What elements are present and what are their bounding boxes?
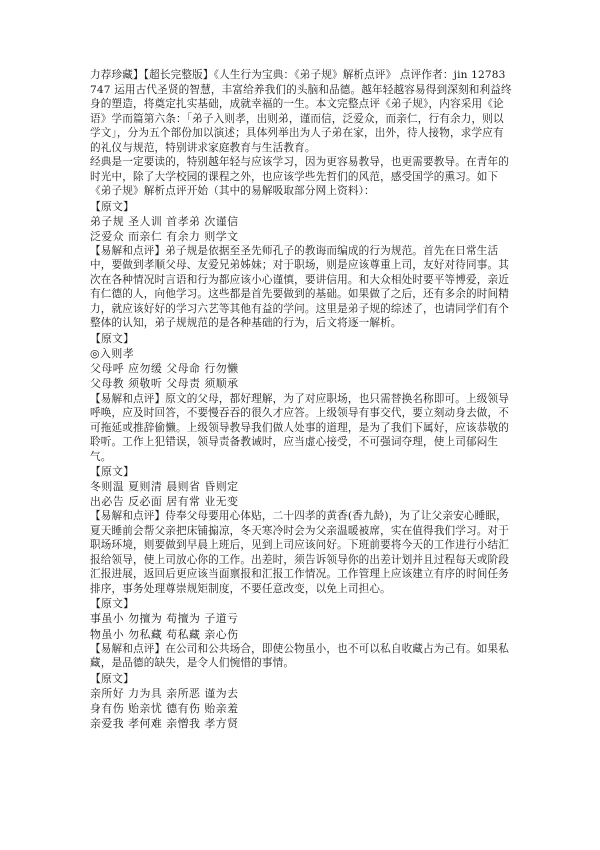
verse-line: 事虽小 勿擅为 苟擅为 子道亏	[90, 612, 239, 626]
original-text-heading: 【原文】	[90, 597, 135, 611]
verse-line: 出必告 反必面 居有常 业无变	[90, 495, 239, 509]
verse-line: 冬则温 夏则清 晨则省 昏则定	[90, 480, 239, 494]
classics-paragraph: 经典是一定要读的，特别越年轻与应该学习，因为更容易教导，也更需要教导。在青年的时光中，除了大学校园的课程之外，也应该学些先哲们的风范，感受国学的熏习。如下《弟子规》解析点评开始（其中的易解吸取部分网上资料）：	[90, 156, 510, 197]
intro-paragraph: 力荐珍藏】【超长完整版】《人生行为宝典：《弟子规》解析点评》 点评作者：jin 12783747 运用古代圣贤的智慧，丰富给养我们的头脑和品德。越年轻越容易得到深刻和利益终身的塑造，将奠定扎实基础，成就幸福的一生。本文完整点评《弟子规》，内容采用《论语》学而篇第六条：「弟子入则孝，出则弟，谨而信，泛爱众，而亲仁，行有余力，则以学文」，分为五个部份加以演述；具体列举出为人子弟在家，出外，待人接物，求学应有的礼仪与规范，特别讲求家庭教育与生活教育。	[90, 69, 512, 154]
chapter-heading: ◎入则孝	[90, 346, 135, 360]
original-text-heading: 【原文】	[90, 465, 135, 479]
commentary-paragraph: 【易解和点评】原文的父母，都好理解，为了对应职场，也只需替换名称即可。上级领导呼唤，应及时回答，不要慢吞吞的很久才应答。上级领导有事交代，要立刻动身去做，不可拖延或推辞偷懒。上级领导教导我们做人处事的道理，是为了我们下属好，应该恭敬的聆听。工作上犯错误，领导责备教诫时，应当虚心接受，不可强词夺理，使上司郁闷生气。	[90, 392, 510, 463]
verse-line: 亲所好 力为具 亲所恶 谨为去	[90, 686, 239, 700]
verse-line: 泛爱众 而亲仁 有余力 则学文	[90, 229, 239, 243]
verse-line: 父母呼 应勿缓 父母命 行勿懒	[90, 362, 239, 376]
verse-line: 弟子规 圣人训 首孝弟 次谨信	[90, 214, 239, 228]
commentary-paragraph: 【易解和点评】弟子规是依据至圣先师孔子的教诲而编成的行为规范。首先在日常生活中，要做到孝顺父母、友爱兄弟姊妹；对于职场，则是应该尊重上司，友好对待同事。其次在各种情况时言语和行为都应该小心谨慎，要讲信用。和大众相处时要平等博爱，亲近有仁德的人，向他学习。这些都是首先要做到的基础。如果做了之后，还有多余的时间精力，就应该好好的学习六艺等其他有益的学问。这里是弟子规的综述了，也请同学们有个整体的认知，弟子规规范的是各种基础的行为，后文将逐一解析。	[90, 244, 510, 330]
verse-line: 身有伤 贻亲忧 德有伤 贻亲羞	[90, 702, 239, 716]
commentary-paragraph: 【易解和点评】侍奉父母要用心体贴，二十四孝的黄香(香九龄)，为了让父亲安心睡眠，夏天睡前会帮父亲把床铺搧凉，冬天寒冷时会为父亲温暖被席，实在值得我们学习。对于职场环境，则要做到早晨上班后，见到上司应该问好。下班前要将今天的工作进行小结汇报给领导，使上司放心你的工作。出差时，须告诉领导你的出差计划并且过程每天或阶段汇报进展，返回后更应该当面禀报和汇报工作情况。工作管理上应该建立有序的时间任务排序，事务处理尊崇规矩制度，不要任意改变，以免上司担心。	[90, 510, 510, 595]
commentary-paragraph: 【易解和点评】在公司和公共场合，即使公物虽小，也不可以私自收藏占为己有。如果私藏，是品德的缺失，是令人们惋惜的事情。	[90, 642, 510, 670]
verse-line: 物虽小 勿私藏 苟私藏 亲心伤	[90, 627, 239, 641]
original-text-heading: 【原文】	[90, 199, 135, 213]
verse-line: 亲爱我 孝何难 亲憎我 孝方贤	[90, 717, 239, 731]
original-text-heading: 【原文】	[90, 331, 135, 345]
original-text-heading: 【原文】	[90, 671, 135, 685]
verse-line: 父母教 须敬听 父母责 须顺承	[90, 377, 239, 391]
